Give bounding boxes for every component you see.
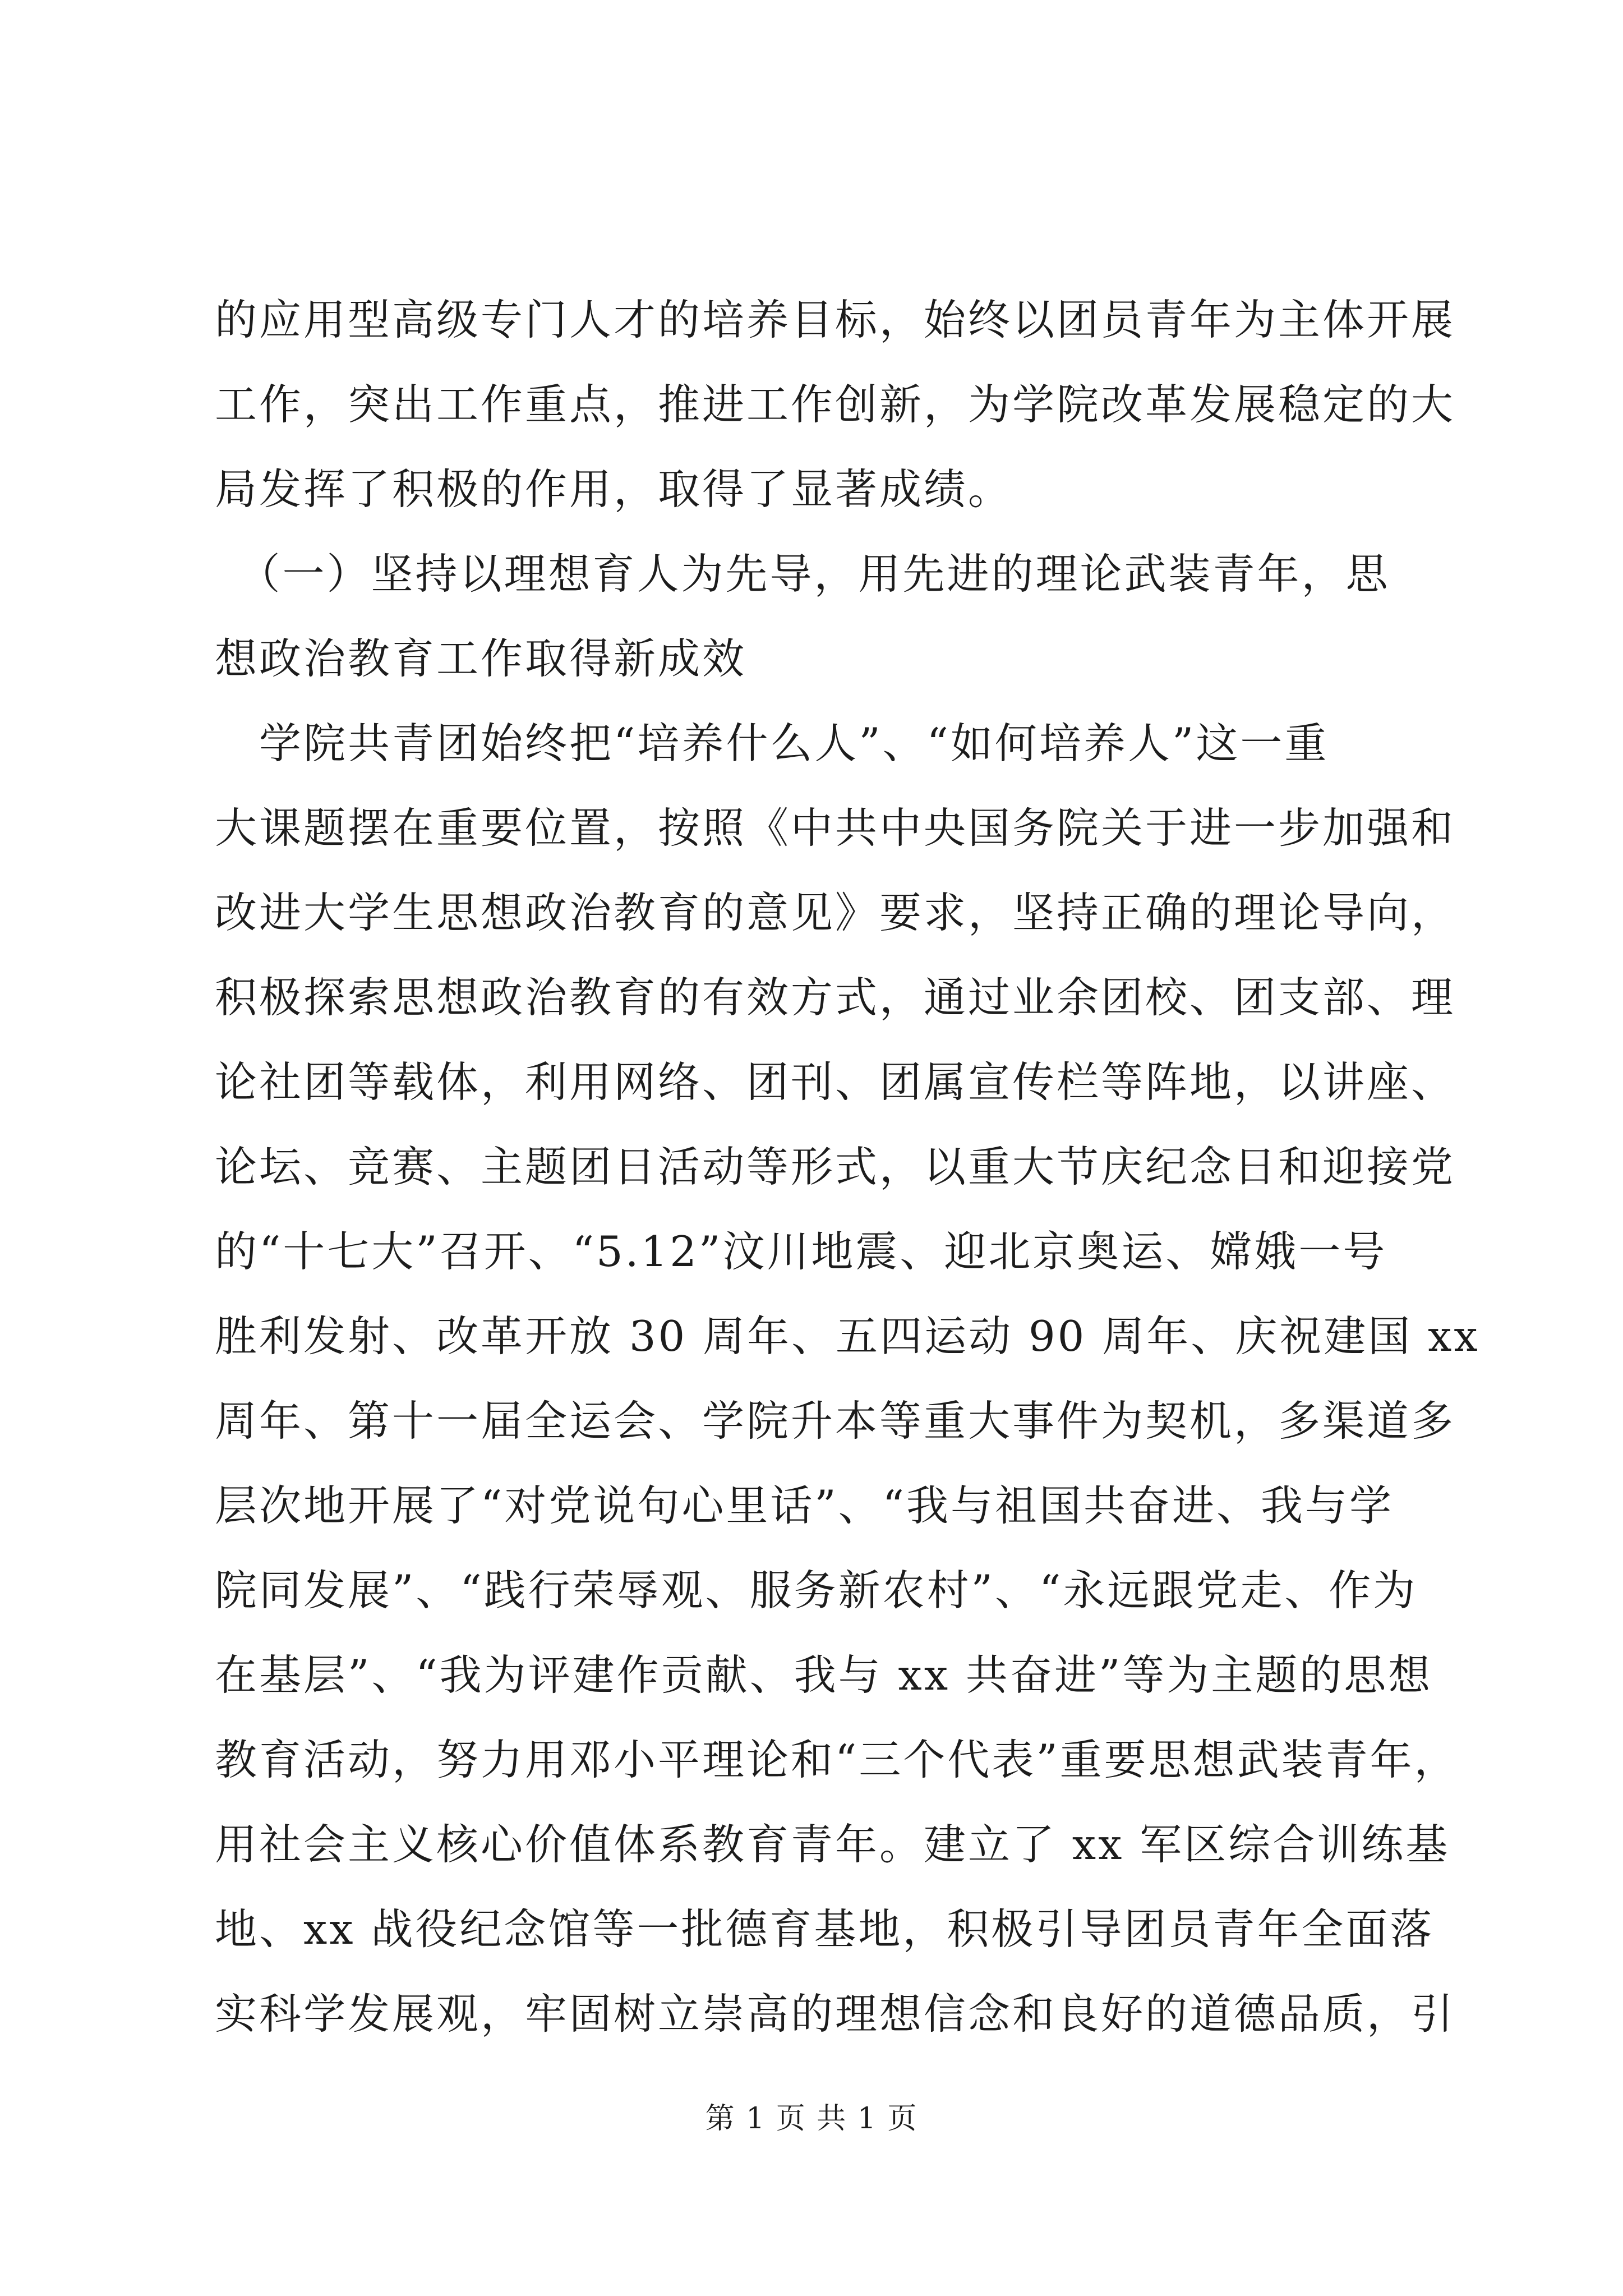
text-line: 院同发展”、“践行荣辱观、服务新农村”、“永远跟党走、作为 xyxy=(215,1566,1418,1615)
section-heading-line: 想政治教育工作取得新成效 xyxy=(215,634,747,683)
text-line: 论坛、竞赛、主题团日活动等形式，以重大节庆纪念日和迎接党 xyxy=(215,1142,1456,1191)
text-line: 胜利发射、改革开放 30 周年、五四运动 90 周年、庆祝建国 xx xyxy=(215,1312,1480,1361)
text-line: 局发挥了积极的作用，取得了显著成绩。 xyxy=(215,464,1013,514)
page-footer: 第 1 页 共 1 页 xyxy=(705,2102,918,2136)
text-line: 的“十七大”召开、“5.12”汶川地震、迎北京奥运、嫦娥一号 xyxy=(215,1227,1387,1276)
text-line: 论社团等载体，利用网络、团刊、团属宣传栏等阵地，以讲座、 xyxy=(215,1057,1456,1107)
document-body xyxy=(215,278,1480,2056)
text-line: 工作，突出工作重点，推进工作创新，为学院改革发展稳定的大 xyxy=(215,380,1456,429)
text-line: 教育活动，努力用邓小平理论和“三个代表”重要思想武装青年， xyxy=(215,1735,1459,1784)
text-line: 改进大学生思想政治教育的意见》要求，坚持正确的理论导向， xyxy=(215,888,1456,937)
text-line: 周年、第十一届全运会、学院升本等重大事件为契机，多渠道多 xyxy=(215,1396,1456,1446)
text-line: 用社会主义核心价值体系教育青年。建立了 xx 军区综合训练基 xyxy=(215,1820,1450,1869)
text-line: 大课题摆在重要位置，按照《中共中央国务院关于进一步加强和 xyxy=(215,803,1456,853)
section-heading-line: （一）坚持以理想育人为先导，用先进的理论武装青年，思 xyxy=(215,549,1390,599)
text-line: 学院共青团始终把“培养什么人”、“如何培养人”这一重 xyxy=(215,719,1329,768)
text-line: 积极探索思想政治教育的有效方式，通过业余团校、团支部、理 xyxy=(215,973,1456,1022)
text-line: 在基层”、“我为评建作贡献、我与 xx 共奋进”等为主题的思想 xyxy=(215,1650,1433,1700)
text-line: 的应用型高级专门人才的培养目标，始终以团员青年为主体开展 xyxy=(215,295,1456,344)
text-line: 地、xx 战役纪念馆等一批德育基地，积极引导团员青年全面落 xyxy=(215,1904,1435,1954)
text-line: 实科学发展观，牢固树立崇高的理想信念和良好的道德品质，引 xyxy=(215,1989,1456,2039)
text-line: 层次地开展了“对党说句心里话”、“我与祖国共奋进、我与学 xyxy=(215,1481,1394,1530)
